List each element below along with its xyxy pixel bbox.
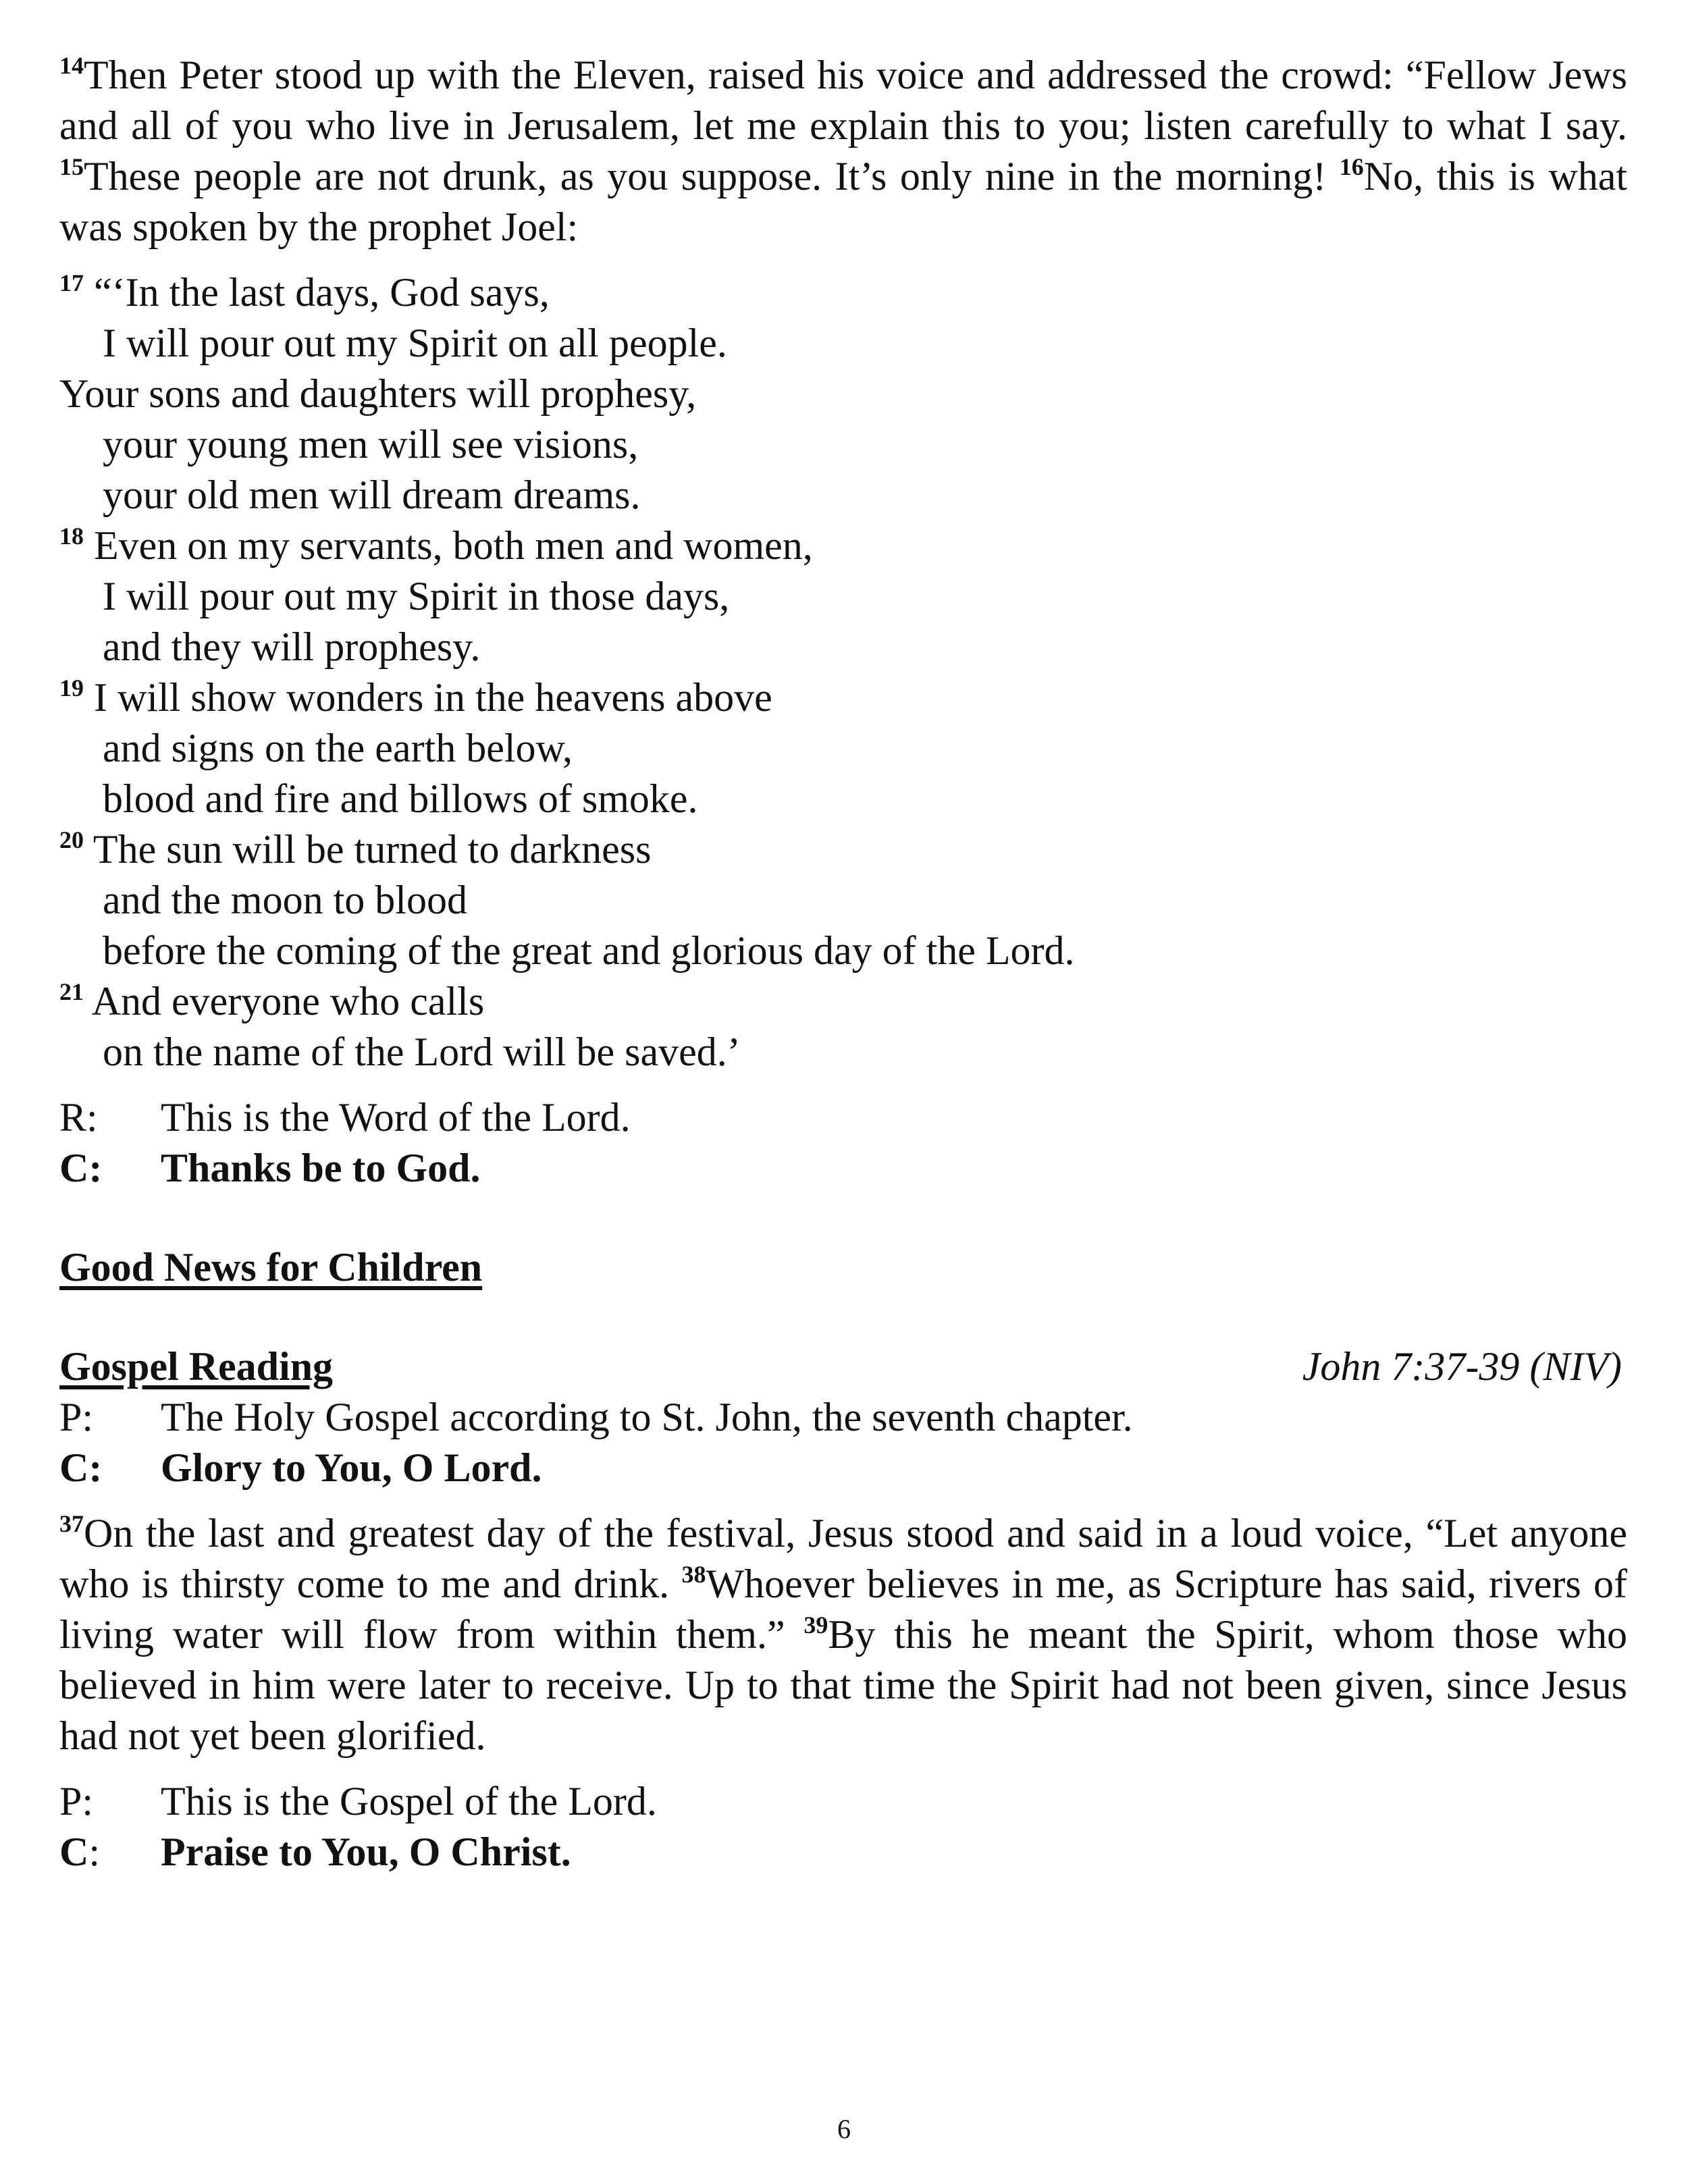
poem-text: blood and fire and billows of smoke. (103, 776, 698, 821)
poem-line (59, 875, 1627, 926)
poem-line (59, 723, 1627, 774)
verse-number: 18 (59, 523, 84, 550)
response-pastor (59, 1392, 1627, 1443)
poem-line (59, 672, 1627, 723)
verse-number: 37 (59, 1510, 84, 1537)
poem-text: Even on my servants, both men and women, (94, 523, 813, 568)
poem-text: and signs on the earth below, (103, 726, 573, 770)
response-label: P: (59, 1779, 94, 1823)
poem-text: I will pour out my Spirit in those days, (103, 574, 730, 618)
response-reader (59, 1092, 1627, 1143)
poem-text: your old men will dream dreams. (103, 473, 641, 517)
response-label: C: (59, 1146, 103, 1190)
poem-line (59, 318, 1627, 369)
gospel-paragraph (59, 1508, 1627, 1761)
scripture-reference: John 7:37-39 (NIV) (1302, 1344, 1622, 1389)
verse-text: On the last and greatest day of the festival, Jesus stood and said in a loud voice, “Let anyone who is thirsty come to me and drink. (59, 1511, 1627, 1606)
poem-text: Your sons and daughters will prophesy, (59, 371, 697, 416)
verse-text: Then Peter stood up with the Eleven, raised his voice and addressed the crowd: “Fellow Jews and all of you who live in Jerusalem, let me explain this to you; listen carefully to what I say. (59, 53, 1627, 148)
response-label-letter: C (59, 1830, 89, 1874)
response-congregation (59, 1443, 1627, 1493)
acts-paragraph (59, 50, 1627, 252)
poem-line (59, 824, 1627, 875)
verse-text: Whoever believes in me, as Scripture has said, rivers of living water will flow from within them.” (59, 1562, 1628, 1657)
response-text: This is the Gospel of the Lord. (161, 1779, 657, 1823)
bulletin-page (59, 50, 1627, 1877)
response-label-colon: : (88, 1830, 101, 1874)
poem-line (59, 926, 1627, 976)
verse-number: 17 (59, 269, 84, 296)
poem-line (59, 470, 1627, 521)
response-congregation (59, 1827, 1627, 1877)
poem-line (59, 369, 1627, 419)
poem-line (59, 521, 1627, 571)
poem-text: And everyone who calls (91, 979, 485, 1023)
verse-number: 20 (59, 826, 84, 853)
page-number: 6 (837, 2114, 851, 2144)
response-text: Praise to You, O Christ. (161, 1830, 571, 1874)
poem-line (59, 622, 1627, 672)
poem-line (59, 267, 1627, 318)
response-text: Glory to You, O Lord. (161, 1445, 542, 1490)
poem-text: “‘In the last days, God says, (94, 270, 550, 315)
poem-line (59, 571, 1627, 622)
response-text: Thanks be to God. (161, 1146, 481, 1190)
verse-text: These people are not drunk, as you suppose. It’s only nine in the morning! (84, 154, 1327, 198)
response-text: This is the Word of the Lord. (161, 1095, 631, 1140)
verse-number: 21 (59, 978, 84, 1005)
verse-number: 38 (681, 1561, 706, 1588)
poem-text: I will pour out my Spirit on all people. (103, 321, 727, 365)
poem-text: your young men will see visions, (103, 422, 639, 467)
response-congregation (59, 1143, 1627, 1194)
poem-line (59, 976, 1627, 1027)
response-text: The Holy Gospel according to St. John, the seventh chapter. (161, 1395, 1133, 1439)
poem-line (59, 419, 1627, 470)
joel-poem (59, 267, 1627, 1077)
verse-number: 39 (803, 1612, 828, 1639)
poem-text: and the moon to blood (103, 878, 467, 922)
response-pastor (59, 1776, 1627, 1827)
poem-text: I will show wonders in the heavens above (94, 675, 772, 720)
response-label: P: (59, 1395, 94, 1439)
poem-text: before the coming of the great and glorious day of the Lord. (103, 928, 1075, 973)
response-label: R: (59, 1095, 98, 1140)
verse-number: 16 (1339, 153, 1364, 180)
verse-number: 15 (59, 153, 84, 180)
poem-text: and they will prophesy. (103, 624, 481, 669)
poem-line (59, 1027, 1627, 1077)
response-label (59, 1827, 161, 1877)
verse-text: No, this is what was spoken by the prophet Joel: (59, 154, 1627, 249)
poem-text: The sun will be turned to darkness (93, 827, 652, 872)
verse-number: 14 (59, 52, 84, 79)
response-label: C: (59, 1445, 103, 1490)
section-heading-gospel: Gospel Reading (59, 1344, 334, 1389)
section-heading-good-news: Good News for Children (59, 1245, 483, 1289)
verse-text: By this he meant the Spirit, whom those who believed in him were later to receive. Up to that time the Spirit had not been given, since Jesus had not yet been glorified. (59, 1612, 1627, 1758)
poem-line (59, 774, 1627, 824)
poem-text: on the name of the Lord will be saved.’ (103, 1030, 741, 1074)
verse-number: 19 (59, 674, 84, 701)
gospel-heading-row (59, 1341, 1627, 1392)
